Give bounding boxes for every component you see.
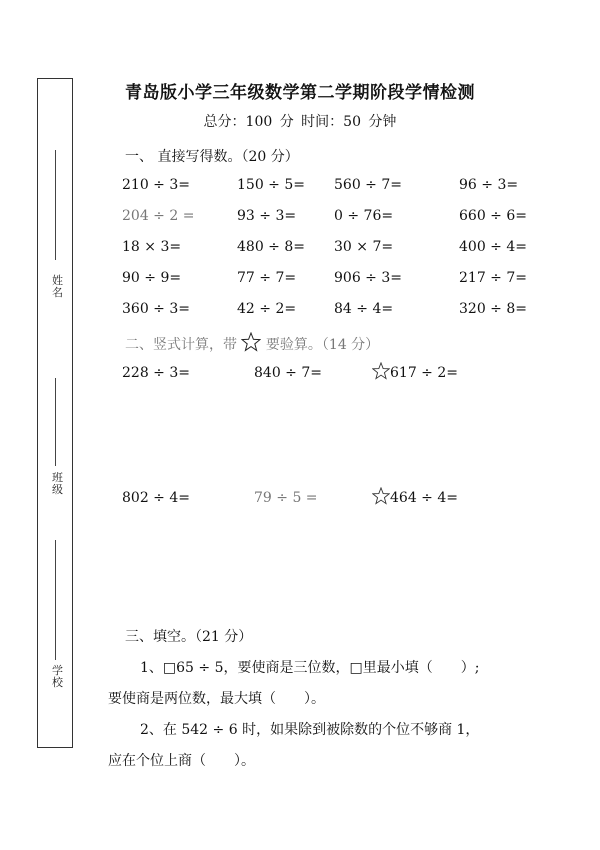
school-label: 学校 xyxy=(52,664,63,689)
problem-cell: 90 ÷ 9= xyxy=(122,270,182,286)
problem-cell: 84 ÷ 4= xyxy=(334,301,394,317)
fill-blank-question: 应在个位上商（ ）。 xyxy=(108,753,255,769)
problem-cell: 560 ÷ 7= xyxy=(334,177,402,193)
vertical-calc-problem: 228 ÷ 3= xyxy=(122,365,190,381)
problem-cell: 906 ÷ 3= xyxy=(334,270,402,286)
problem-cell: 42 ÷ 2= xyxy=(237,301,297,317)
section3-heading: 三、填空。（21 分） xyxy=(125,629,253,645)
fill-blank-question: 1、□65 ÷ 5，要使商是三位数，□里最小填（ ）; xyxy=(140,660,480,676)
problem-cell: 18 × 3= xyxy=(122,239,182,255)
problem-cell: 204 ÷ 2 = xyxy=(122,208,195,224)
problem-cell: 660 ÷ 6= xyxy=(459,208,527,224)
problem-text: 464 ÷ 4= xyxy=(390,490,458,506)
section1-heading: 一、 直接写得数。（20 分） xyxy=(125,149,299,165)
vertical-calc-problem xyxy=(372,362,458,381)
section2-heading-start: 二、竖式计算，带 xyxy=(125,337,237,353)
problem-cell: 320 ÷ 8= xyxy=(459,301,527,317)
section2-heading-end: 要验算。（14 分） xyxy=(265,337,380,353)
name-label: 姓名 xyxy=(52,274,63,299)
star-icon xyxy=(372,487,390,505)
fill-blank-question: 2、在 542 ÷ 6 时，如果除到被除数的个位不够商 1， xyxy=(140,722,480,738)
star-icon xyxy=(241,332,261,352)
section2-heading xyxy=(125,332,379,354)
problem-cell: 210 ÷ 3= xyxy=(122,177,190,193)
name-line xyxy=(55,150,56,260)
fill-blank-question: 要使商是两位数，最大填（ ）。 xyxy=(108,691,325,707)
problem-cell: 0 ÷ 76= xyxy=(334,208,394,224)
problem-cell: 150 ÷ 5= xyxy=(237,177,305,193)
problem-cell: 77 ÷ 7= xyxy=(237,270,297,286)
vertical-calc-problem xyxy=(372,487,458,506)
vertical-calc-problem: 79 ÷ 5 = xyxy=(254,490,318,506)
school-line xyxy=(55,540,56,660)
star-icon xyxy=(372,362,390,380)
problem-cell: 360 ÷ 3= xyxy=(122,301,190,317)
problem-cell: 400 ÷ 4= xyxy=(459,239,527,255)
problem-text: 617 ÷ 2= xyxy=(390,365,458,381)
problem-cell: 93 ÷ 3= xyxy=(237,208,297,224)
problem-cell: 480 ÷ 8= xyxy=(237,239,305,255)
class-line xyxy=(55,378,56,466)
problem-cell: 30 × 7= xyxy=(334,239,394,255)
class-label: 班级 xyxy=(52,471,63,496)
problem-cell: 96 ÷ 3= xyxy=(459,177,519,193)
problem-cell: 217 ÷ 7= xyxy=(459,270,527,286)
page-title: 青岛版小学三年级数学第二学期阶段学情检测 xyxy=(125,83,475,103)
exam-info: 总分：100 分 时间：50 分钟 xyxy=(203,114,397,130)
vertical-calc-problem: 840 ÷ 7= xyxy=(254,365,322,381)
vertical-calc-problem: 802 ÷ 4= xyxy=(122,490,190,506)
